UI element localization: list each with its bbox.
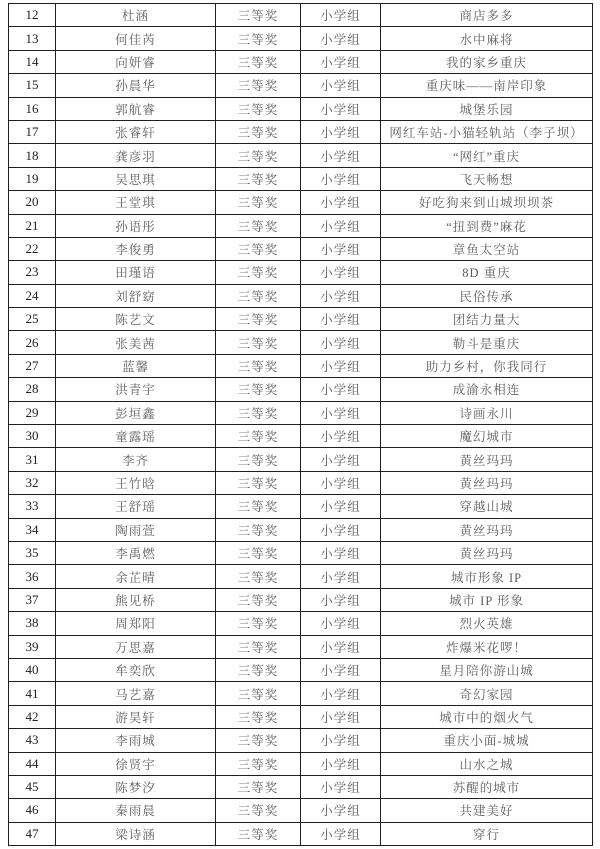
award-level-cell: 三等奖 (216, 74, 301, 97)
row-number-cell: 13 (9, 27, 56, 50)
work-title-cell: 穿行 (381, 822, 593, 845)
row-number-cell: 47 (9, 822, 56, 845)
group-cell: 小学组 (301, 425, 381, 448)
entrant-name-cell: 向妍睿 (56, 50, 216, 73)
work-title-cell: 8D 重庆 (381, 261, 593, 284)
table-row (9, 284, 593, 307)
entrant-name-cell: 何佳芮 (56, 27, 216, 50)
group-cell: 小学组 (301, 471, 381, 494)
award-level-cell: 三等奖 (216, 354, 301, 377)
work-title-cell: 民俗传承 (381, 284, 593, 307)
row-number-cell: 46 (9, 799, 56, 822)
row-number-cell: 22 (9, 237, 56, 260)
award-level-cell: 三等奖 (216, 237, 301, 260)
table-row (9, 658, 593, 681)
table-row (9, 565, 593, 588)
group-cell: 小学组 (301, 284, 381, 307)
award-level-cell: 三等奖 (216, 495, 301, 518)
work-title-cell: 章鱼太空站 (381, 237, 593, 260)
work-title-cell: 好吃狗来到山城坝坝茶 (381, 191, 593, 214)
work-title-cell: 山水之城 (381, 752, 593, 775)
work-title-cell: 成渝永相连 (381, 378, 593, 401)
award-level-cell: 三等奖 (216, 120, 301, 143)
award-level-cell: 三等奖 (216, 682, 301, 705)
group-cell: 小学组 (301, 214, 381, 237)
table-row (9, 635, 593, 658)
work-title-cell: 飞天畅想 (381, 167, 593, 190)
work-title-cell: 商店多多 (381, 4, 593, 27)
table-row (9, 448, 593, 471)
work-title-cell: 重庆小面-城城 (381, 729, 593, 752)
table-row (9, 74, 593, 97)
group-cell: 小学组 (301, 27, 381, 50)
entrant-name-cell: 杜涵 (56, 4, 216, 27)
entrant-name-cell: 陈梦汐 (56, 775, 216, 798)
entrant-name-cell: 张美茜 (56, 331, 216, 354)
entrant-name-cell: 彭垣鑫 (56, 401, 216, 424)
award-level-cell: 三等奖 (216, 214, 301, 237)
row-number-cell: 44 (9, 752, 56, 775)
work-title-cell: 城市 IP 形象 (381, 588, 593, 611)
row-number-cell: 36 (9, 565, 56, 588)
group-cell: 小学组 (301, 448, 381, 471)
row-number-cell: 23 (9, 261, 56, 284)
table-row (9, 729, 593, 752)
work-title-cell: 星月陪你游山城 (381, 658, 593, 681)
group-cell: 小学组 (301, 50, 381, 73)
work-title-cell: 黄丝玛玛 (381, 448, 593, 471)
awards-table-body (9, 4, 593, 846)
row-number-cell: 15 (9, 74, 56, 97)
row-number-cell: 43 (9, 729, 56, 752)
table-row (9, 588, 593, 611)
entrant-name-cell: 秦雨晨 (56, 799, 216, 822)
table-row (9, 401, 593, 424)
row-number-cell: 26 (9, 331, 56, 354)
work-title-cell: 共建美好 (381, 799, 593, 822)
row-number-cell: 25 (9, 308, 56, 331)
entrant-name-cell: 李齐 (56, 448, 216, 471)
table-row (9, 214, 593, 237)
work-title-cell: 黄丝玛玛 (381, 518, 593, 541)
group-cell: 小学组 (301, 705, 381, 728)
group-cell: 小学组 (301, 401, 381, 424)
table-row (9, 261, 593, 284)
award-level-cell: 三等奖 (216, 261, 301, 284)
table-row (9, 495, 593, 518)
group-cell: 小学组 (301, 495, 381, 518)
entrant-name-cell: 游昊轩 (56, 705, 216, 728)
row-number-cell: 31 (9, 448, 56, 471)
group-cell: 小学组 (301, 308, 381, 331)
award-level-cell: 三等奖 (216, 331, 301, 354)
table-row (9, 4, 593, 27)
award-level-cell: 三等奖 (216, 425, 301, 448)
award-level-cell: 三等奖 (216, 705, 301, 728)
table-row (9, 191, 593, 214)
work-title-cell: 网红车站-小猫轻轨站（李子坝） (381, 120, 593, 143)
table-row (9, 612, 593, 635)
group-cell: 小学组 (301, 658, 381, 681)
table-row (9, 775, 593, 798)
group-cell: 小学组 (301, 354, 381, 377)
row-number-cell: 14 (9, 50, 56, 73)
row-number-cell: 34 (9, 518, 56, 541)
entrant-name-cell: 刘舒窈 (56, 284, 216, 307)
entrant-name-cell: 孙语彤 (56, 214, 216, 237)
entrant-name-cell: 童露瑶 (56, 425, 216, 448)
table-row (9, 752, 593, 775)
table-row (9, 682, 593, 705)
entrant-name-cell: 周郑阳 (56, 612, 216, 635)
work-title-cell: 魔幻城市 (381, 425, 593, 448)
award-level-cell: 三等奖 (216, 822, 301, 845)
entrant-name-cell: 张睿轩 (56, 120, 216, 143)
group-cell: 小学组 (301, 4, 381, 27)
table-row (9, 144, 593, 167)
work-title-cell: 黄丝玛玛 (381, 541, 593, 564)
row-number-cell: 33 (9, 495, 56, 518)
row-number-cell: 29 (9, 401, 56, 424)
row-number-cell: 39 (9, 635, 56, 658)
work-title-cell: “扭到费”麻花 (381, 214, 593, 237)
row-number-cell: 37 (9, 588, 56, 611)
entrant-name-cell: 陈艺文 (56, 308, 216, 331)
work-title-cell: 我的家乡重庆 (381, 50, 593, 73)
award-level-cell: 三等奖 (216, 799, 301, 822)
row-number-cell: 45 (9, 775, 56, 798)
table-row (9, 705, 593, 728)
award-level-cell: 三等奖 (216, 144, 301, 167)
entrant-name-cell: 李俊勇 (56, 237, 216, 260)
entrant-name-cell: 徐贤宇 (56, 752, 216, 775)
award-level-cell: 三等奖 (216, 191, 301, 214)
row-number-cell: 42 (9, 705, 56, 728)
row-number-cell: 17 (9, 120, 56, 143)
table-row (9, 331, 593, 354)
group-cell: 小学组 (301, 144, 381, 167)
work-title-cell: 勒斗是重庆 (381, 331, 593, 354)
group-cell: 小学组 (301, 74, 381, 97)
entrant-name-cell: 田瑾语 (56, 261, 216, 284)
table-row (9, 120, 593, 143)
award-level-cell: 三等奖 (216, 752, 301, 775)
row-number-cell: 19 (9, 167, 56, 190)
row-number-cell: 40 (9, 658, 56, 681)
award-level-cell: 三等奖 (216, 27, 301, 50)
table-row (9, 354, 593, 377)
row-number-cell: 16 (9, 97, 56, 120)
table-row (9, 799, 593, 822)
entrant-name-cell: 李雨城 (56, 729, 216, 752)
row-number-cell: 12 (9, 4, 56, 27)
work-title-cell: 黄丝玛玛 (381, 471, 593, 494)
row-number-cell: 32 (9, 471, 56, 494)
award-level-cell: 三等奖 (216, 308, 301, 331)
table-row (9, 425, 593, 448)
award-level-cell: 三等奖 (216, 518, 301, 541)
award-level-cell: 三等奖 (216, 565, 301, 588)
table-row (9, 541, 593, 564)
entrant-name-cell: 梁诗涵 (56, 822, 216, 845)
entrant-name-cell: 万思嘉 (56, 635, 216, 658)
work-title-cell: 城市中的烟火气 (381, 705, 593, 728)
row-number-cell: 30 (9, 425, 56, 448)
entrant-name-cell: 王竹晗 (56, 471, 216, 494)
table-row (9, 308, 593, 331)
work-title-cell: 重庆味——南岸印象 (381, 74, 593, 97)
group-cell: 小学组 (301, 378, 381, 401)
group-cell: 小学组 (301, 565, 381, 588)
award-level-cell: 三等奖 (216, 775, 301, 798)
work-title-cell: 水中麻将 (381, 27, 593, 50)
entrant-name-cell: 王舒瑶 (56, 495, 216, 518)
work-title-cell: 城堡乐园 (381, 97, 593, 120)
group-cell: 小学组 (301, 588, 381, 611)
group-cell: 小学组 (301, 167, 381, 190)
group-cell: 小学组 (301, 799, 381, 822)
table-row (9, 97, 593, 120)
group-cell: 小学组 (301, 237, 381, 260)
group-cell: 小学组 (301, 775, 381, 798)
award-level-cell: 三等奖 (216, 167, 301, 190)
award-level-cell: 三等奖 (216, 635, 301, 658)
work-title-cell: 诗画永川 (381, 401, 593, 424)
award-level-cell: 三等奖 (216, 401, 301, 424)
award-level-cell: 三等奖 (216, 4, 301, 27)
row-number-cell: 27 (9, 354, 56, 377)
table-row (9, 471, 593, 494)
group-cell: 小学组 (301, 635, 381, 658)
group-cell: 小学组 (301, 191, 381, 214)
award-level-cell: 三等奖 (216, 448, 301, 471)
award-level-cell: 三等奖 (216, 378, 301, 401)
table-row (9, 167, 593, 190)
table-row (9, 50, 593, 73)
row-number-cell: 28 (9, 378, 56, 401)
award-level-cell: 三等奖 (216, 729, 301, 752)
award-level-cell: 三等奖 (216, 471, 301, 494)
row-number-cell: 41 (9, 682, 56, 705)
entrant-name-cell: 洪青宇 (56, 378, 216, 401)
table-row (9, 822, 593, 845)
entrant-name-cell: 孙晨华 (56, 74, 216, 97)
group-cell: 小学组 (301, 541, 381, 564)
entrant-name-cell: 龚彦羽 (56, 144, 216, 167)
row-number-cell: 38 (9, 612, 56, 635)
row-number-cell: 35 (9, 541, 56, 564)
entrant-name-cell: 牟奕欣 (56, 658, 216, 681)
group-cell: 小学组 (301, 729, 381, 752)
row-number-cell: 21 (9, 214, 56, 237)
group-cell: 小学组 (301, 822, 381, 845)
group-cell: 小学组 (301, 752, 381, 775)
entrant-name-cell: 陶雨萱 (56, 518, 216, 541)
work-title-cell: 穿越山城 (381, 495, 593, 518)
table-row (9, 378, 593, 401)
award-level-cell: 三等奖 (216, 588, 301, 611)
table-row (9, 237, 593, 260)
table-row (9, 518, 593, 541)
entrant-name-cell: 马艺嘉 (56, 682, 216, 705)
group-cell: 小学组 (301, 331, 381, 354)
work-title-cell: 苏醒的城市 (381, 775, 593, 798)
award-level-cell: 三等奖 (216, 284, 301, 307)
row-number-cell: 20 (9, 191, 56, 214)
work-title-cell: “网红”重庆 (381, 144, 593, 167)
entrant-name-cell: 郭航睿 (56, 97, 216, 120)
group-cell: 小学组 (301, 120, 381, 143)
entrant-name-cell: 余芷晴 (56, 565, 216, 588)
table-row (9, 27, 593, 50)
group-cell: 小学组 (301, 682, 381, 705)
group-cell: 小学组 (301, 518, 381, 541)
awards-table (8, 3, 593, 846)
work-title-cell: 团结力量大 (381, 308, 593, 331)
entrant-name-cell: 吴思琪 (56, 167, 216, 190)
work-title-cell: 炸爆米花啰！ (381, 635, 593, 658)
award-level-cell: 三等奖 (216, 541, 301, 564)
entrant-name-cell: 蓝馨 (56, 354, 216, 377)
award-level-cell: 三等奖 (216, 658, 301, 681)
work-title-cell: 烈火英雄 (381, 612, 593, 635)
group-cell: 小学组 (301, 97, 381, 120)
work-title-cell: 助力乡村，你我同行 (381, 354, 593, 377)
entrant-name-cell: 熊见桥 (56, 588, 216, 611)
row-number-cell: 24 (9, 284, 56, 307)
work-title-cell: 城市形象 IP (381, 565, 593, 588)
entrant-name-cell: 李禹燃 (56, 541, 216, 564)
award-level-cell: 三等奖 (216, 97, 301, 120)
row-number-cell: 18 (9, 144, 56, 167)
group-cell: 小学组 (301, 612, 381, 635)
work-title-cell: 奇幻家园 (381, 682, 593, 705)
entrant-name-cell: 王堂琪 (56, 191, 216, 214)
award-level-cell: 三等奖 (216, 612, 301, 635)
group-cell: 小学组 (301, 261, 381, 284)
award-level-cell: 三等奖 (216, 50, 301, 73)
